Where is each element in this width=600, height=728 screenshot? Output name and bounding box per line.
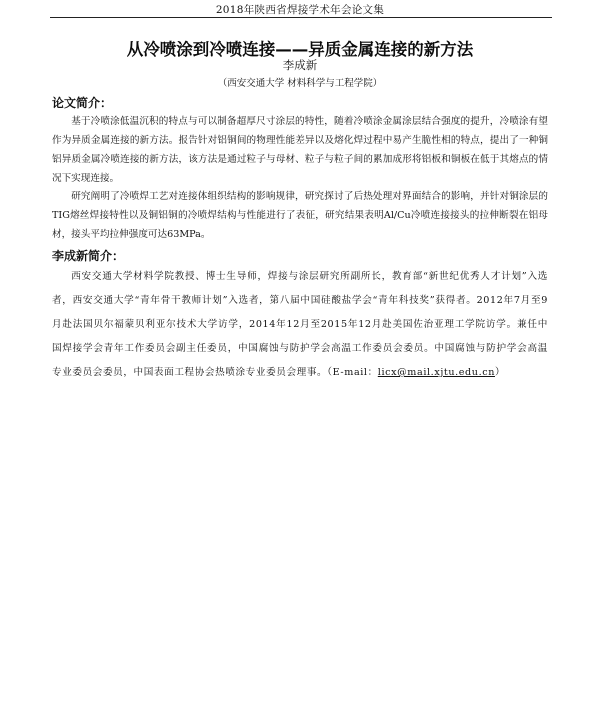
running-header: 2018年陕西省焊接学术年会论文集	[215, 4, 385, 16]
author-name: 李成新	[282, 58, 318, 72]
header-divider	[50, 17, 552, 18]
abstract-paragraph-1: 基于冷喷涂低温沉积的特点与可以制备超厚尺寸涂层的特性，随着冷喷涂金属涂层结合强度的提升，冷喷涂有望作为异质金属连接的新方法。报告针对铝铜间的物理性能差异以及熔化焊过程中易产生脆性相的特点，提出了一种铜铝异质金属冷喷连接的新方法，该方法是通过粒子与母材、粒子与粒子间的累加成形将铝板和铜板在低于其熔点的情况下实现连接。	[52, 116, 548, 184]
article-title: 从冷喷涂到冷喷连接——异质金属连接的新方法	[126, 40, 474, 59]
biography-heading: 李成新简介：	[52, 249, 125, 263]
abstract-heading: 论文简介：	[52, 96, 113, 110]
abstract-paragraph-2: 研究阐明了冷喷焊工艺对连接体组织结构的影响规律，研究探讨了后热处理对界面结合的影响，并针对铜涂层的TIG熔丝焊接特性以及铜铝铜的冷喷焊结构与性能进行了表征，研究结果表明Al/Cu冷喷连接接头的拉伸断裂在铝母材，接头平均拉伸强度可达63MPa。	[52, 191, 548, 240]
biography-paragraph	[52, 265, 548, 385]
email-link[interactable]: licx@mail.xjtu.edu.cn	[377, 367, 495, 378]
author-affiliation: （西安交通大学 材料科学与工程学院）	[217, 78, 383, 89]
biography-text: 西安交通大学材料学院教授、博士生导师，焊接与涂层研究所副所长，教育部“新世纪优秀人才计划”入选者，西安交通大学“青年骨干教师计划”入选者，第八届中国硅酸盐学会“青年科技奖”获得者。2012年7月至9月赴法国贝尔福蒙贝利亚尔技术大学访学，2014年12月至2015年12月赴美国佐治亚理工学院访学。兼任中国焊接学会青年工作委员会副主任委员，中国腐蚀与防护学会高温工作委员会委员。中国腐蚀与防护学会高温专业委员会委员，中国表面工程协会热喷涂专业委员会理事。（E-mail：	[52, 271, 548, 378]
biography-closing: ）	[494, 367, 506, 378]
